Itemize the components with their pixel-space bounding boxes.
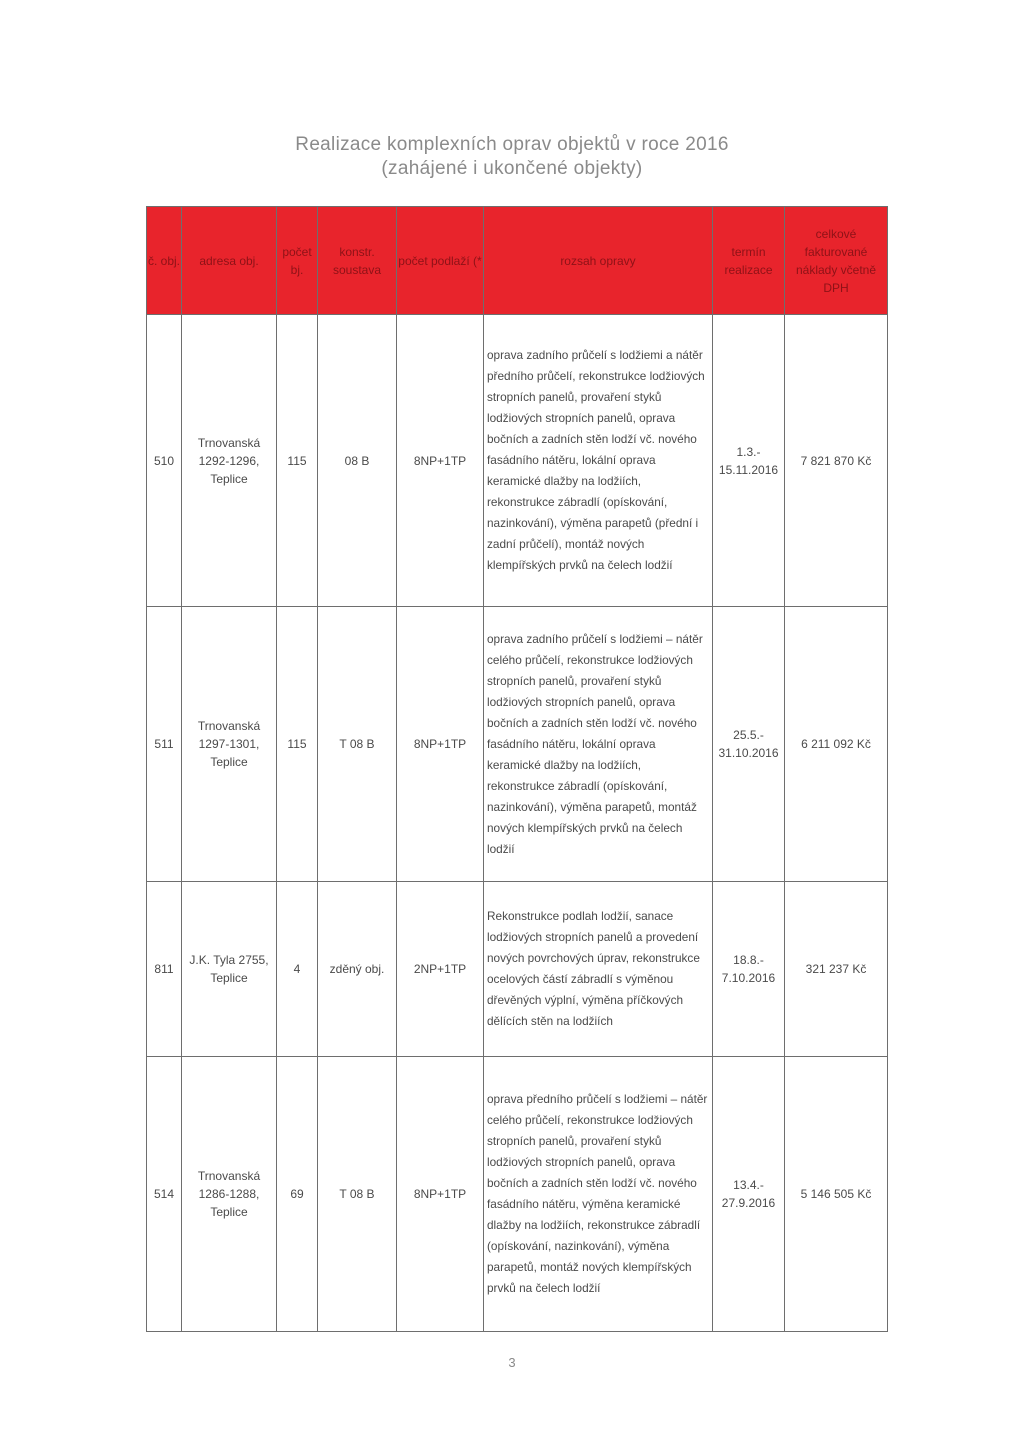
cell-adresa: Trnovanská 1297-1301, Teplice (182, 607, 277, 882)
cell-rozsah: oprava předního průčelí s lodžiemi – nátěr celého průčelí, rekonstrukce lodžiových stropních panelů, provaření styků lodžiových stropních panelů, oprava bočních a zadních stěn lodží vč. nového fasádního nátěru, výměna keramické dlažby na lodžiích, rekonstrukce zábradlí (opískování, nazinkování), výměna parapetů, montáž nových klempířských prvků na čelech lodžií (484, 1057, 713, 1332)
cell-c-obj: 510 (147, 315, 182, 607)
cell-podlazi: 8NP+1TP (397, 607, 484, 882)
table-row (147, 607, 888, 882)
cell-termin: 18.8.- 7.10.2016 (713, 882, 785, 1057)
cell-termin: 1.3.- 15.11.2016 (713, 315, 785, 607)
cell-konstr: T 08 B (318, 1057, 397, 1332)
header-konstr: konstr. soustava (318, 207, 397, 315)
cell-pocet-bj: 4 (277, 882, 318, 1057)
cell-pocet-bj: 69 (277, 1057, 318, 1332)
page-number: 3 (508, 1355, 516, 1370)
title-line-1: Realizace komplexních oprav objektů v roce 2016 (295, 134, 729, 155)
cell-pocet-bj: 115 (277, 315, 318, 607)
cell-podlazi: 2NP+1TP (397, 882, 484, 1057)
table-row (147, 1057, 888, 1332)
cell-podlazi: 8NP+1TP (397, 315, 484, 607)
cell-termin: 25.5.- 31.10.2016 (713, 607, 785, 882)
header-termin: termín realizace (713, 207, 785, 315)
table-header-row (147, 207, 888, 315)
cell-c-obj: 811 (147, 882, 182, 1057)
cell-rozsah: oprava zadního průčelí s lodžiemi – nátěr celého průčelí, rekonstrukce lodžiových stropních panelů, provaření styků lodžiových stropních panelů, oprava bočních a zadních stěn lodží vč. nového fasádního nátěru, lokální oprava keramické dlažby na lodžiích, rekonstrukce zábradlí (opískování, nazinkování), výměna parapetů, montáž nových klempířských prvků na čelech lodžií (484, 607, 713, 882)
header-rozsah: rozsah opravy (484, 207, 713, 315)
header-c-obj: č. obj. (147, 207, 182, 315)
cell-termin: 13.4.- 27.9.2016 (713, 1057, 785, 1332)
cell-c-obj: 511 (147, 607, 182, 882)
cell-adresa: Trnovanská 1292-1296, Teplice (182, 315, 277, 607)
cell-adresa: J.K. Tyla 2755, Teplice (182, 882, 277, 1057)
header-podlazi: počet podlaží (* (397, 207, 484, 315)
header-pocet-bj: počet bj. (277, 207, 318, 315)
cell-c-obj: 514 (147, 1057, 182, 1332)
cell-rozsah: oprava zadního průčelí s lodžiemi a nátěr předního průčelí, rekonstrukce lodžiových stropních panelů, provaření styků lodžiových stropních panelů, oprava bočních a zadních stěn lodží vč. nového fasádního nátěru, lokální oprava keramické dlažby na lodžiích, rekonstrukce zábradlí (opískování, nazinkování), výměna parapetů (přední i zadní průčelí), montáž nových klempířských prvků na čelech lodžií (484, 315, 713, 607)
cell-naklady: 6 211 092 Kč (785, 607, 888, 882)
header-naklady: celkové fakturované náklady včetně DPH (785, 207, 888, 315)
cell-rozsah: Rekonstrukce podlah lodžií, sanace lodžiových stropních panelů a provedení nových povrchových úprav, rekonstrukce ocelových částí zábradlí s výměnou dřevěných výplní, výměna příčkových dělících stěn na lodžiích (484, 882, 713, 1057)
cell-pocet-bj: 115 (277, 607, 318, 882)
cell-naklady: 7 821 870 Kč (785, 315, 888, 607)
cell-naklady: 5 146 505 Kč (785, 1057, 888, 1332)
title-line-2: (zahájené i ukončené objekty) (381, 158, 643, 179)
cell-konstr: zděný obj. (318, 882, 397, 1057)
cell-adresa: Trnovanská 1286-1288, Teplice (182, 1057, 277, 1332)
table-row (147, 882, 888, 1057)
cell-konstr: 08 B (318, 315, 397, 607)
cell-naklady: 321 237 Kč (785, 882, 888, 1057)
header-adresa: adresa obj. (182, 207, 277, 315)
cell-konstr: T 08 B (318, 607, 397, 882)
document-title (0, 133, 1024, 181)
repairs-table (146, 206, 888, 1332)
cell-podlazi: 8NP+1TP (397, 1057, 484, 1332)
table-row (147, 315, 888, 607)
